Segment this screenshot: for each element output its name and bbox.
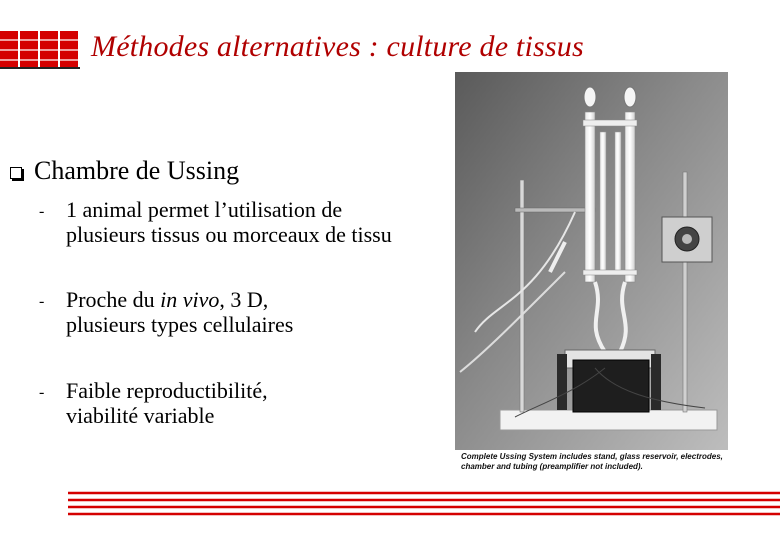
- sub-item-2-italic: in vivo: [160, 287, 220, 312]
- dash-bullet: -: [39, 203, 45, 220]
- sub-item-1-line-1: 1 animal permet l’utilisation de: [66, 197, 343, 222]
- dash-bullet: -: [39, 293, 45, 310]
- main-bullet-text: Chambre de Ussing: [34, 156, 240, 185]
- ussing-chamber-photo: [455, 72, 728, 484]
- slide-title: Méthodes alternatives : culture de tissus: [91, 30, 584, 63]
- sub-item-3: [66, 378, 268, 428]
- logo: [0, 31, 80, 69]
- sub-item-3-line-2: viabilité variable: [66, 403, 215, 428]
- figure-caption: Complete Ussing System includes stand, glass reservoir, electrodes, chamber and tubing (preamplifier not included).: [461, 452, 723, 471]
- sub-item-3-line-1: Faible reproductibilité,: [66, 378, 268, 403]
- dash-bullet: -: [39, 384, 45, 401]
- sub-item-2-line-2: plusieurs types cellulaires: [66, 312, 294, 337]
- bottom-decorative-lines: [68, 490, 780, 518]
- sub-item-2-line-1: [66, 287, 293, 312]
- sub-item-1-line-2: plusieurs tissus ou morceaux de tissu: [66, 222, 392, 247]
- checkbox-bullet-icon: [10, 167, 22, 179]
- sub-item-2-text-a: Proche du: [66, 287, 161, 312]
- sub-item-2: [66, 287, 293, 337]
- sub-item-1: [66, 197, 392, 247]
- sub-item-2-text-b: , 3 D,: [219, 287, 269, 312]
